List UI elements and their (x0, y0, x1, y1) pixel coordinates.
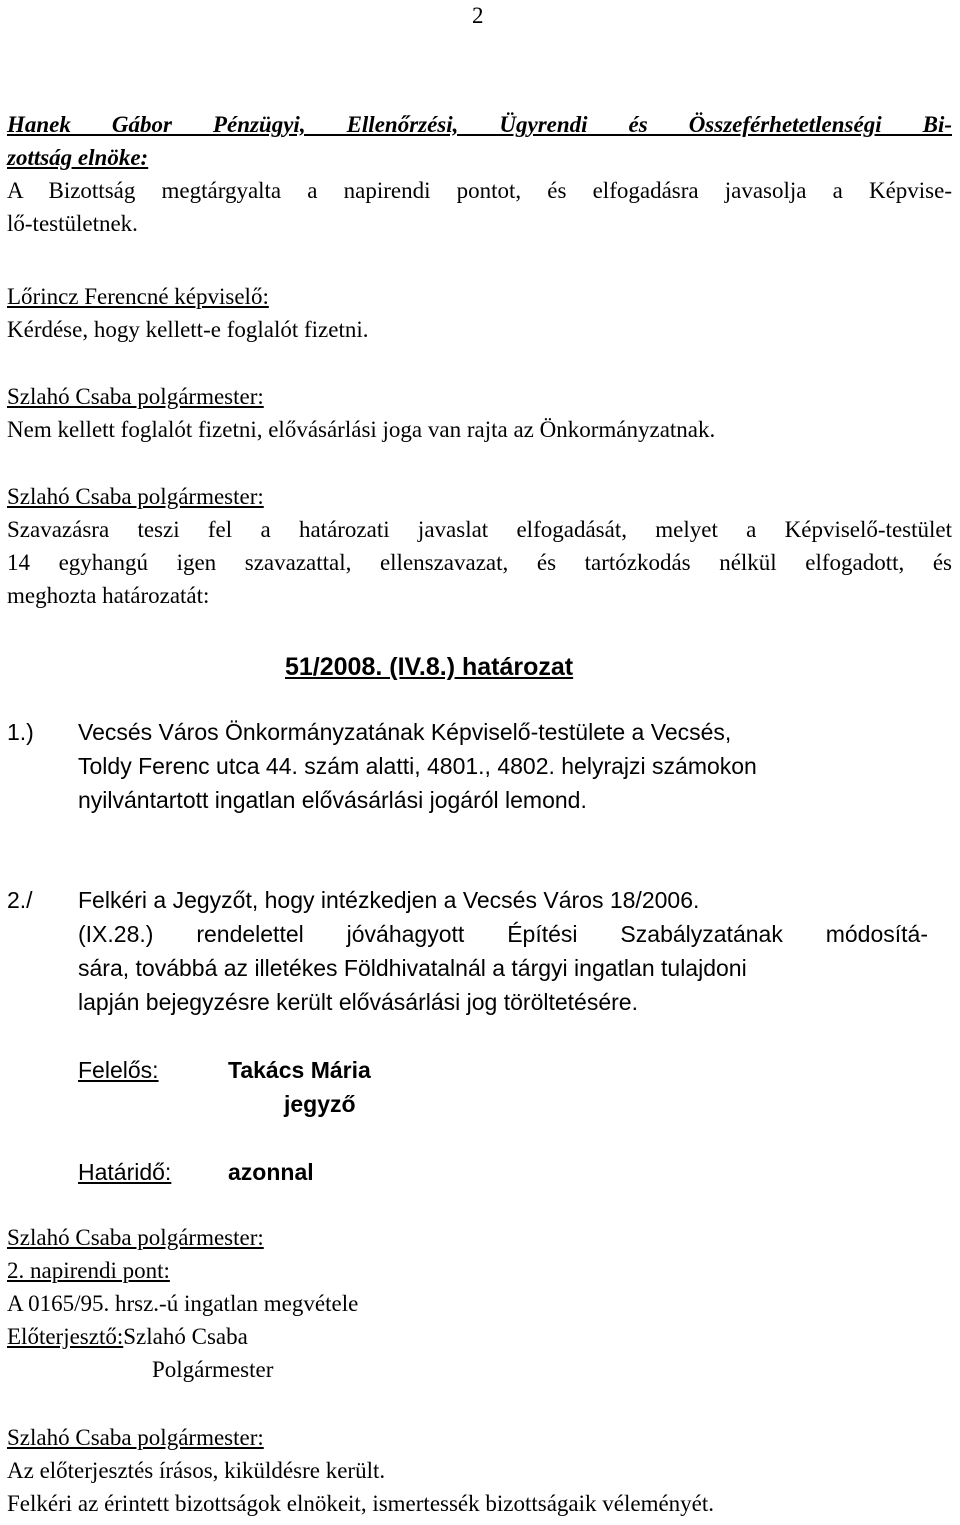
szlaho-2-text-line-2: 14 egyhangú igen szavazattal, ellenszavazat, és tartózkodás nélkül elfogadott, és (7, 550, 952, 575)
agenda-subject: A 0165/95. hrsz.-ú ingatlan megvétele (7, 1291, 359, 1316)
speaker-hanek-line-1: Hanek Gábor Pénzügyi, Ellenőrzési, Ügyrendi és Összeférhetetlenségi Bi- (7, 112, 952, 137)
speaker-szlaho-3: Szlahó Csaba polgármester: (7, 1225, 264, 1250)
responsible-label: Felelős: (78, 1057, 159, 1083)
resolution-item-2-line-1: Felkéri a Jegyzőt, hogy intézkedjen a Vecsés Város 18/2006. (78, 887, 700, 913)
szlaho-2-text-line-1: Szavazásra teszi fel a határozati javaslat elfogadását, melyet a Képviselő-testület (7, 517, 952, 542)
resolution-item-1-line-1: Vecsés Város Önkormányzatának Képviselő-testülete a Vecsés, (78, 719, 732, 745)
speaker-lorincz: Lőrincz Ferencné képviselő: (7, 284, 269, 309)
resolution-item-2-line-2: (IX.28.) rendelettel jóváhagyott Építési Szabályzatának módosítá- (78, 921, 928, 947)
closing-line-2: Felkéri az érintett bizottságok elnökeit, ismertessék bizottságaik véleményét. (7, 1491, 715, 1516)
resolution-item-2-line-4: lapján bejegyzésre került elővásárlási jog töröltetésére. (78, 989, 638, 1015)
hanek-text-line-1: A Bizottság megtárgyalta a napirendi pontot, és elfogadásra javasolja a Képvise- (7, 178, 952, 203)
deadline-label: Határidő: (78, 1159, 172, 1185)
speaker-szlaho-1: Szlahó Csaba polgármester: (7, 384, 264, 409)
speaker-szlaho-2: Szlahó Csaba polgármester: (7, 484, 264, 509)
presenter-line (7, 1320, 248, 1353)
szlaho-2-text-line-3: meghozta határozatát: (7, 583, 210, 608)
szlaho-1-text: Nem kellett foglalót fizetni, elővásárlási joga van rajta az Önkormányzatnak. (7, 417, 716, 442)
speaker-szlaho-4: Szlahó Csaba polgármester: (7, 1425, 264, 1450)
page-number: 2 (472, 3, 484, 28)
presenter-title: Polgármester (152, 1357, 274, 1382)
responsible-name: Takács Mária (228, 1057, 371, 1083)
resolution-item-2-line-3: sára, továbbá az illetékes Földhivatalnál a tárgyi ingatlan tulajdoni (78, 955, 747, 981)
hanek-text-line-2: lő-testületnek. (7, 211, 138, 236)
deadline-value: azonnal (228, 1159, 314, 1185)
closing-line-1: Az előterjesztés írásos, kiküldésre került. (7, 1458, 386, 1483)
agenda-point-label: 2. napirendi pont: (7, 1258, 170, 1283)
speaker-hanek-line-2: zottság elnöke: (7, 145, 149, 170)
resolution-item-1-number: 1.) (7, 719, 34, 745)
presenter-name: Szlahó Csaba (123, 1324, 248, 1349)
resolution-title: 51/2008. (IV.8.) határozat (285, 653, 574, 681)
resolution-item-2-number: 2./ (7, 887, 33, 913)
lorincz-text: Kérdése, hogy kellett-e foglalót fizetni. (7, 317, 369, 342)
presenter-label: Előterjesztő: (7, 1324, 124, 1349)
resolution-item-1-line-3: nyilvántartott ingatlan elővásárlási jogáról lemond. (78, 787, 587, 813)
resolution-item-1-line-2: Toldy Ferenc utca 44. szám alatti, 4801., 4802. helyrajzi számokon (78, 753, 757, 779)
responsible-title: jegyző (284, 1091, 356, 1117)
